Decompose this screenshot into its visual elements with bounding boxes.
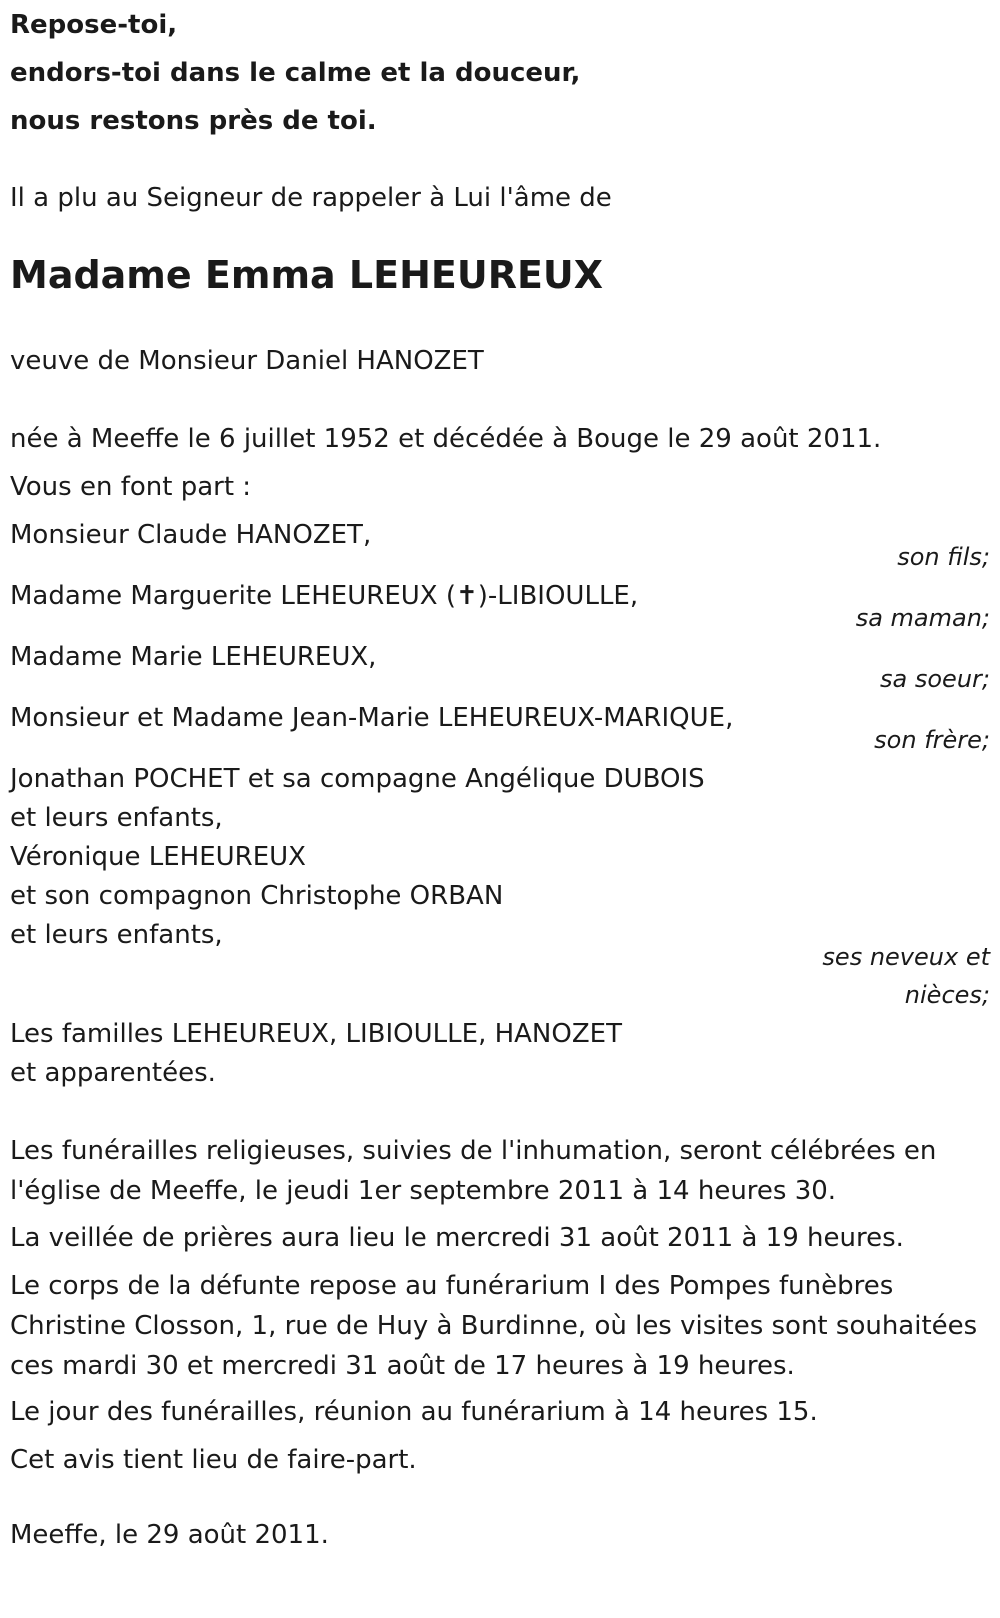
funeral-paragraph-1: Les funérailles religieuses, suivies de l'inhumation, seront célébrées en l'église de Meeffe, le jeudi 1er septembre 2011 à 14 heures 30. <box>10 1136 937 1206</box>
family-relation-1: son fils; <box>897 543 990 571</box>
family-relation-2: sa maman; <box>855 604 990 632</box>
nephews-relation-line-1: ses neveux et <box>822 943 990 971</box>
nephews-relation-line-2: nièces; <box>904 981 990 1009</box>
family-member-4: Monsieur et Madame Jean-Marie LEHEUREUX-MARIQUE, <box>10 703 734 733</box>
funeral-paragraph-4: Le jour des funérailles, réunion au funérarium à 14 heures 15. <box>10 1397 818 1427</box>
announce-text: Vous en font part : <box>10 472 252 502</box>
family-member-2: Madame Marguerite LEHEUREUX (✝)-LIBIOULLE, <box>10 581 639 611</box>
family-relation-4: son frère; <box>874 726 990 754</box>
families-line-1: Les familles LEHEUREUX, LIBIOULLE, HANOZET <box>10 1019 622 1049</box>
death-notice <box>10 0 990 1618</box>
nephews-line-4: et son compagnon Christophe ORBAN <box>10 881 504 911</box>
widow-of-text: veuve de Monsieur Daniel HANOZET <box>10 346 484 376</box>
nephews-line-5: et leurs enfants, <box>10 920 223 950</box>
family-member-1: Monsieur Claude HANOZET, <box>10 520 372 550</box>
verse-line-1: Repose-toi, <box>10 10 178 40</box>
closing-place-date: Meeffe, le 29 août 2011. <box>10 1520 329 1550</box>
families-line-2: et apparentées. <box>10 1058 216 1088</box>
intro-text: Il a plu au Seigneur de rappeler à Lui l'âme de <box>10 183 612 213</box>
nephews-line-3: Véronique LEHEUREUX <box>10 842 306 872</box>
family-member-3: Madame Marie LEHEUREUX, <box>10 642 377 672</box>
verse-line-3: nous restons près de toi. <box>10 106 377 136</box>
family-relation-3: sa soeur; <box>880 665 990 693</box>
nephews-line-2: et leurs enfants, <box>10 803 223 833</box>
funeral-paragraph-5: Cet avis tient lieu de faire-part. <box>10 1445 417 1475</box>
funeral-paragraph-3: Le corps de la défunte repose au funérarium I des Pompes funèbres Christine Closson, 1, rue de Huy à Burdinne, où les visites sont souhaitées ces mardi 30 et mercredi 31 août de 17 heures à 19 heures. <box>10 1271 978 1381</box>
birth-death-text: née à Meeffe le 6 juillet 1952 et décédée à Bouge le 29 août 2011. <box>10 424 882 454</box>
nephews-line-1: Jonathan POCHET et sa compagne Angélique DUBOIS <box>10 764 705 794</box>
deceased-name: Madame Emma LEHEUREUX <box>10 253 604 297</box>
funeral-paragraph-2: La veillée de prières aura lieu le mercredi 31 août 2011 à 19 heures. <box>10 1223 904 1253</box>
verse-line-2: endors-toi dans le calme et la douceur, <box>10 58 581 88</box>
